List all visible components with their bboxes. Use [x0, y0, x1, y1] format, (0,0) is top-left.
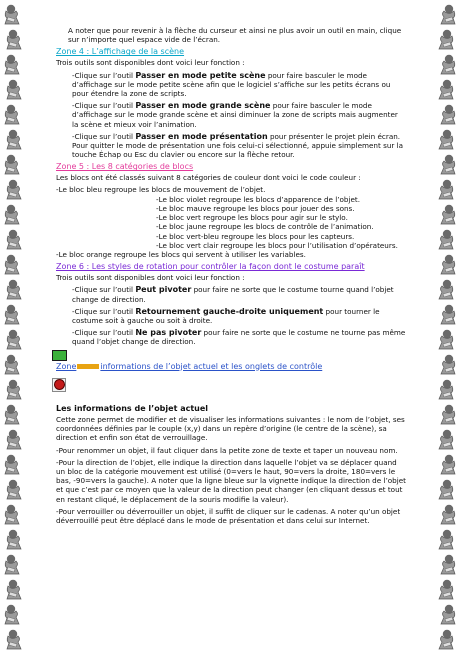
zone6-item: [56, 285, 406, 303]
woman-reading-icon: [436, 252, 460, 276]
woman-reading-icon: [2, 527, 26, 551]
woman-reading-icon: [0, 602, 24, 626]
woman-reading-icon: [436, 402, 460, 426]
zone4-item: [56, 101, 406, 129]
woman-reading-icon: [2, 427, 26, 451]
zone7-word: Zone: [56, 361, 77, 371]
woman-reading-icon: [2, 327, 26, 351]
zone5-first-item: -Le bloc bleu regroupe les blocs de mouvement de l’objet.: [56, 184, 266, 194]
woman-reading-icon: [436, 2, 460, 26]
tool-name: Retournement gauche-droite uniquement: [135, 306, 324, 316]
woman-reading-icon: [436, 152, 460, 176]
green-flag-icon: [52, 350, 67, 361]
woman-reading-icon: [436, 102, 460, 126]
zone4-heading: Zone 4 : L’affichage de la scène: [56, 47, 185, 57]
zone6-item: [56, 307, 406, 325]
woman-reading-icon: [2, 627, 26, 651]
woman-reading-icon: [2, 27, 26, 51]
woman-reading-icon: [434, 327, 458, 351]
woman-reading-icon: [434, 527, 458, 551]
woman-reading-icon: [2, 477, 26, 501]
item-prefix: -Clique sur l’outil: [72, 101, 136, 111]
block-category-item: -Le bloc violet regroupe les blocs d’apparence de l’objet.: [156, 194, 360, 204]
item-prefix: -Clique sur l’outil: [72, 306, 136, 316]
block-category-item: -Le bloc vert-bleu regroupe les blocs pour les capteurs.: [156, 231, 355, 241]
woman-reading-icon: [434, 627, 458, 651]
item-description: pour présenter le projet plein écran. Pour quitter le mode de présentation une fois celui-ci sélectionné, appuie simplement sur la touche Échap ou Esc du clavier ou encore sur la flèche retour.: [72, 131, 404, 160]
woman-reading-icon: [0, 2, 24, 26]
zone5-last-item: -Le bloc orange regroupe les blocs qui servent à utiliser les variables.: [56, 250, 306, 260]
infos-heading: Les informations de l’objet actuel: [56, 403, 209, 413]
item-prefix: -Clique sur l’outil: [72, 131, 136, 141]
woman-reading-icon: [0, 52, 24, 76]
item-prefix: -Clique sur l’outil: [72, 328, 136, 338]
red-stop-icon: [54, 379, 65, 390]
woman-reading-icon: [434, 227, 458, 251]
item-description: pour faire ne sorte que le costume ne tourne pas même quand l’objet change de direction.: [72, 328, 406, 347]
document-page: [56, 26, 406, 528]
zone7-number-bar: [77, 364, 99, 369]
right-border-decoration: [432, 0, 460, 650]
woman-reading-icon: [434, 427, 458, 451]
green-flag-row: [52, 350, 406, 360]
zone5-intro: Les blocs ont été classés suivant 8 catégories de couleur dont voici le code couleur :: [56, 173, 361, 183]
woman-reading-icon: [0, 102, 24, 126]
tool-name: Passer en mode grande scène: [135, 101, 271, 111]
infos-paragraph: -Pour verrouiller ou déverrouiller un objet, il suffit de cliquer sur le cadenas. A noter qu’un objet déverrouillé peut être déplacé dans le mode de présentation et dans celui sur Internet.: [56, 506, 401, 525]
infos-paragraph: -Pour la direction de l’objet, elle indique la direction dans laquelle l’objet va se déplacer quand un bloc de la catégorie mouvement est utilisé (0=vers le haut, 90=vers la droite, 180=vers le bas, -90=vers la gauche). A noter que la ligne bleue sur la vignette indique la direction de l’objet et que c’est par ce moyen que la valeur de la direction peut changer (en cliquant dessus et tout en restant cliqué, le déplacement de la souris modifie la valeur).: [56, 457, 406, 504]
woman-reading-icon: [2, 227, 26, 251]
woman-reading-icon: [434, 127, 458, 151]
woman-reading-icon: [434, 477, 458, 501]
woman-reading-icon: [436, 602, 460, 626]
woman-reading-icon: [434, 277, 458, 301]
block-category-item: -Le bloc jaune regroupe les blocs de contrôle de l’animation.: [156, 222, 374, 232]
tool-name: Passer en mode petite scène: [135, 70, 266, 80]
block-category-item: -Le bloc vert clair regroupe les blocs pour l’utilisation d’opérateurs.: [156, 240, 398, 250]
zone4-item: [56, 132, 406, 160]
zone6-intro: Trois outils sont disponibles dont voici leur fonction :: [56, 273, 245, 283]
woman-reading-icon: [436, 452, 460, 476]
woman-reading-icon: [2, 377, 26, 401]
infos-paragraph: -Pour renommer un objet, il faut cliquer dans la petite zone de texte et taper un nouveau nom.: [56, 445, 398, 455]
woman-reading-icon: [436, 352, 460, 376]
woman-reading-icon: [0, 352, 24, 376]
woman-reading-icon: [436, 52, 460, 76]
red-stop-row: [52, 378, 406, 390]
woman-reading-icon: [0, 402, 24, 426]
stop-button-frame: [52, 378, 66, 392]
woman-reading-icon: [434, 77, 458, 101]
tool-name: Peut pivoter: [135, 285, 192, 295]
woman-reading-icon: [0, 302, 24, 326]
item-description: pour tourner le costume soit à gauche ou soit à droite.: [72, 306, 380, 326]
woman-reading-icon: [434, 177, 458, 201]
item-description: pour faire basculer le mode d’affichage sur le mode grande scène et ainsi diminuer la zone de scripts mais augmenter la scène et mieux voir l’animation.: [72, 101, 398, 129]
woman-reading-icon: [2, 277, 26, 301]
item-prefix: -Clique sur l’outil: [72, 70, 136, 80]
woman-reading-icon: [2, 577, 26, 601]
woman-reading-icon: [436, 302, 460, 326]
zone4-intro: Trois outils sont disponibles dont voici leur fonction :: [56, 58, 245, 68]
item-description: pour faire basculer le mode d’affichage sur le mode petite scène afin que le logiciel s’affiche sur les petits écrans ou pour étendre la zone de scripts.: [72, 70, 391, 99]
zone4-item: [56, 71, 406, 99]
woman-reading-icon: [434, 27, 458, 51]
woman-reading-icon: [436, 502, 460, 526]
woman-reading-icon: [0, 502, 24, 526]
left-border-decoration: [0, 0, 28, 650]
woman-reading-icon: [2, 77, 26, 101]
zone5-heading: Zone 5 : Les 8 catégories de blocs: [56, 162, 194, 172]
woman-reading-icon: [0, 152, 24, 176]
woman-reading-icon: [2, 127, 26, 151]
woman-reading-icon: [0, 202, 24, 226]
woman-reading-icon: [434, 377, 458, 401]
woman-reading-icon: [0, 252, 24, 276]
zone7-title: informations de l’objet actuel et les onglets de contrôle: [100, 361, 323, 371]
woman-reading-icon: [2, 177, 26, 201]
tool-name: Passer en mode présentation: [135, 131, 268, 141]
item-prefix: -Clique sur l’outil: [72, 285, 136, 295]
woman-reading-icon: [434, 577, 458, 601]
zone6-heading: Zone 6 : Les styles de rotation pour contrôler la façon dont le costume paraît: [56, 262, 365, 272]
woman-reading-icon: [436, 552, 460, 576]
infos-paragraph: Cette zone permet de modifier et de visualiser les informations suivantes : le nom de l’objet, ses coordonnées définies par le couple (x,y) dans un repère d’origine (le centre de la scène), sa direction et enfin son état de verrouillage.: [56, 414, 405, 443]
tool-name: Ne pas pivoter: [135, 328, 202, 338]
item-description: pour faire ne sorte que le costume tourne quand l’objet change de direction.: [72, 285, 394, 304]
woman-reading-icon: [436, 202, 460, 226]
block-category-item: -Le bloc mauve regroupe les blocs pour jouer des sons.: [156, 204, 355, 214]
intro-paragraph: A noter que pour revenir à la flèche du curseur et ainsi ne plus avoir un outil en main, clique sur n’importe quel espace vide de l’écran.: [68, 26, 402, 45]
woman-reading-icon: [0, 452, 24, 476]
zone6-item: [56, 328, 406, 346]
block-category-item: -Le bloc vert regroupe les blocs pour agir sur le stylo.: [156, 213, 348, 223]
zone7-heading: [56, 362, 406, 372]
woman-reading-icon: [0, 552, 24, 576]
